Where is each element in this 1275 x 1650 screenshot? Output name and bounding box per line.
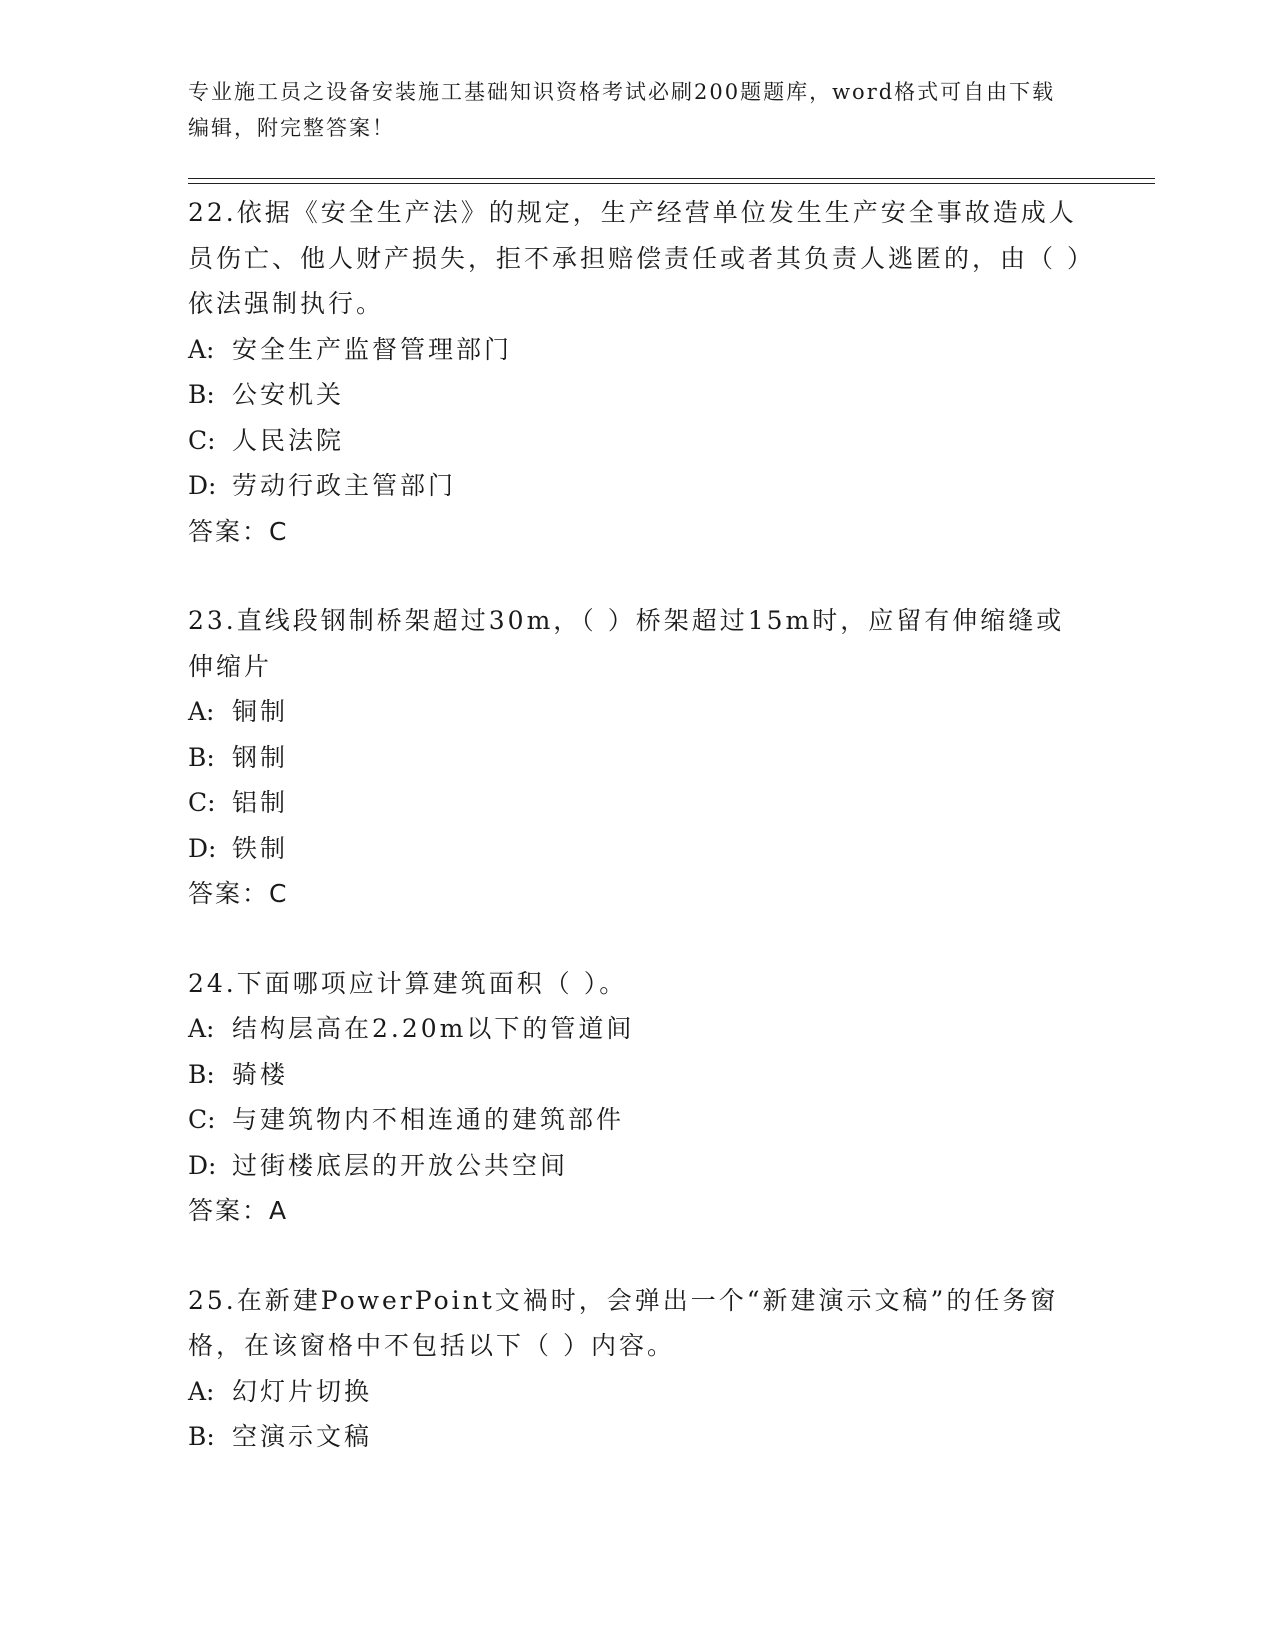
option-letter: D:	[188, 1150, 217, 1180]
option-letter: C:	[188, 1105, 216, 1134]
option-b	[188, 1052, 1088, 1098]
question-text: 22.依据《安全生产法》的规定，生产经营单位发生生产安全事故造成人员伤亡、他人财产损失，拒不承担赔偿责任或者其负责人逃匿的，由（ ）依法强制执行。	[188, 198, 1083, 318]
option-letter: A:	[188, 1014, 215, 1043]
question-text: 25.在新建PowerPoint文禍时，会弹出一个“新建演示文稿”的任务窗格，在该窗格中不包括以下（ ）内容。	[188, 1285, 1059, 1360]
option-text: 结构层高在2.20m以下的管道间	[232, 1014, 635, 1043]
option-text: 骑楼	[232, 1059, 289, 1089]
answer-line: 答案：A	[188, 1196, 289, 1225]
option-d	[188, 463, 1088, 509]
question-23	[188, 598, 1088, 917]
question-text: 23.直线段钢制桥架超过30m，（ ）桥架超过15m时，应留有伸缩缝或伸缩片	[188, 606, 1065, 681]
option-a	[188, 327, 1088, 373]
option-text: 空演示文稿	[232, 1422, 373, 1451]
option-d	[188, 1143, 1088, 1189]
option-b	[188, 1414, 1088, 1460]
option-text: 人民法院	[232, 425, 345, 455]
option-text: 铝制	[232, 788, 289, 817]
option-c	[188, 780, 1088, 826]
option-text: 铜制	[232, 697, 289, 726]
question-25	[188, 1278, 1088, 1460]
option-letter: A:	[188, 697, 215, 726]
option-a	[188, 689, 1088, 735]
question-22	[188, 190, 1088, 554]
option-text: 与建筑物内不相连通的建筑部件	[232, 1105, 625, 1134]
option-letter: C:	[188, 788, 216, 817]
option-text: 公安机关	[232, 380, 345, 409]
option-a	[188, 1006, 1088, 1052]
option-text: 过街楼底层的开放公共空间	[232, 1150, 569, 1180]
option-text: 劳动行政主管部门	[232, 471, 457, 500]
option-letter: B:	[188, 742, 215, 772]
document-header-note: 专业施工员之设备安装施工基础知识资格考试必刷200题题库，word格式可自由下载编辑，附完整答案！	[188, 80, 1056, 140]
question-list	[188, 190, 1088, 1504]
option-c	[188, 1097, 1088, 1143]
question-24	[188, 961, 1088, 1234]
option-letter: A:	[188, 334, 215, 364]
option-text: 幻灯片切换	[232, 1376, 373, 1406]
option-letter: D:	[188, 471, 217, 500]
header-divider-top	[188, 178, 1155, 179]
option-c	[188, 418, 1088, 464]
option-b	[188, 372, 1088, 418]
option-text: 钢制	[232, 742, 289, 772]
option-letter: C:	[188, 425, 216, 455]
option-letter: B:	[188, 380, 215, 409]
option-letter: D:	[188, 833, 217, 863]
option-letter: A:	[188, 1376, 215, 1406]
option-text: 铁制	[232, 833, 289, 863]
answer-line: 答案：C	[188, 879, 289, 908]
option-text: 安全生产监督管理部门	[232, 334, 513, 364]
option-a	[188, 1369, 1088, 1415]
answer-line: 答案：C	[188, 516, 289, 546]
option-letter: B:	[188, 1422, 215, 1451]
header-divider-bottom	[188, 183, 1155, 184]
option-b	[188, 735, 1088, 781]
option-letter: B:	[188, 1059, 215, 1089]
question-text: 24.下面哪项应计算建筑面积（ ）。	[188, 968, 628, 998]
option-d	[188, 826, 1088, 872]
